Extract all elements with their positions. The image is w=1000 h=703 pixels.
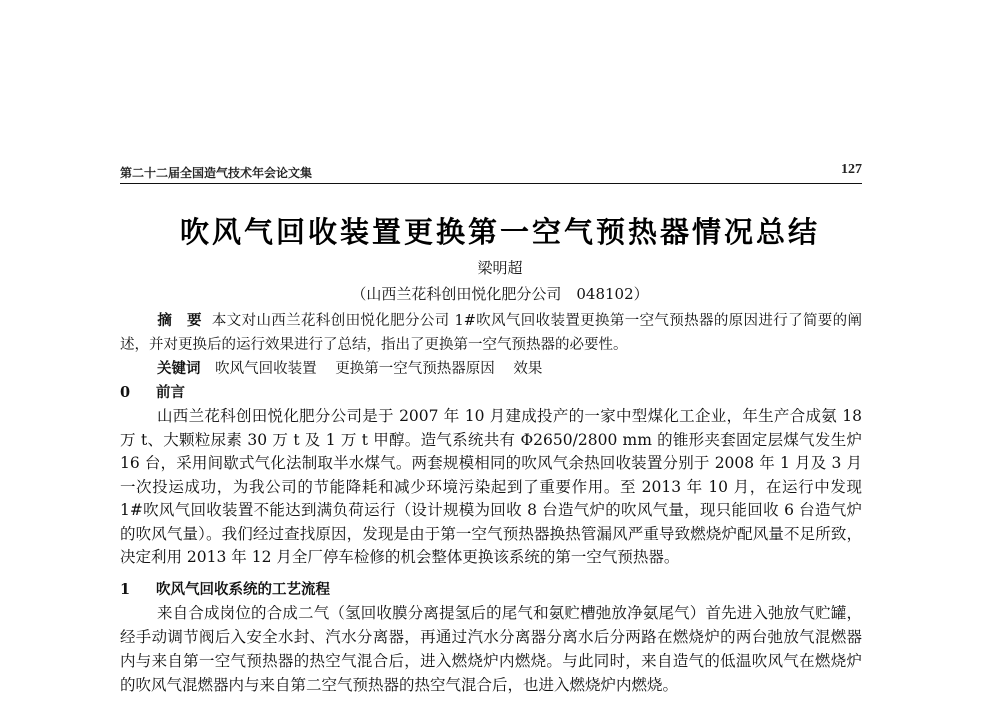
abstract-label: 摘 要 bbox=[157, 312, 202, 329]
section-heading-1 bbox=[120, 578, 862, 602]
header-rule bbox=[120, 183, 862, 184]
keywords bbox=[120, 357, 862, 382]
running-title: 第二十二届全国造气技术年会论文集 bbox=[120, 166, 313, 180]
section-heading-0 bbox=[120, 381, 862, 405]
affiliation: （山西兰花科创田悦化肥分公司 048102） bbox=[351, 285, 649, 303]
section-title: 前言 bbox=[156, 384, 185, 401]
keyword: 更换第一空气预热器原因 bbox=[335, 361, 495, 377]
paragraph-introduction: 山西兰花科创田悦化肥分公司是于 2007 年 10 月建成投产的一家中型煤化工企业，年生产合成氨 18 万 t、大颗粒尿素 30 万 t 及 1 万 t 甲醇。造气系统共有 Φ2650/2800 mm 的锥形夹套固定层煤气发生炉 16 台，采用间歇式气化法制取半水煤气。两套规模相同的吹风气余热回收装置分别于 2008 年 1 月及 3 月一次投运成功，为我公司的节能降耗和减少环境污染起到了重要作用。至 2013 年 10 月，在运行中发现 1#吹风气回收装置不能达到满负荷运行（设计规模为回收 8 台造气炉的吹风气量，现只能回收 6 台造气炉的吹风气量）。我们经过查找原因，发现是由于第一空气预热器换热管漏风严重导致燃烧炉配风量不足所致，决定利用 2013 年 12 月全厂停车检修的机会整体更换该系统的第一空气预热器。 bbox=[120, 407, 862, 566]
section-number: 1 bbox=[120, 581, 131, 598]
keywords-label: 关键词 bbox=[157, 360, 201, 377]
article-title: 吹风气回收装置更换第一空气预热器情况总结 bbox=[179, 215, 820, 249]
running-header bbox=[120, 164, 862, 181]
section-title: 吹风气回收系统的工艺流程 bbox=[156, 581, 330, 598]
paragraph-process-flow: 来自合成岗位的合成二气（氢回收膜分离提氢后的尾气和氨贮槽弛放净氨尾气）首先进入弛放气贮罐，经手动调节阀后入安全水封、汽水分离器，再通过汽水分离器分离水后分两路在燃烧炉的两台弛放气混燃器内与来自第一空气预热器的热空气混合后，进入燃烧炉内燃烧。与此同时，来自造气的低温吹风气在燃烧炉的吹风气混燃器内与来自第二空气预热器的热空气混合后，也进入燃烧炉内燃烧。 bbox=[120, 604, 862, 694]
keyword: 吹风气回收装置 bbox=[215, 361, 317, 377]
author: 梁明超 bbox=[477, 259, 523, 277]
keyword: 效果 bbox=[513, 361, 543, 377]
abstract bbox=[120, 309, 862, 357]
section-number: 0 bbox=[120, 384, 131, 401]
abstract-text: 本文对山西兰花科创田悦化肥分公司 1#吹风气回收装置更换第一空气预热器的原因进行了简要的阐述，并对更换后的运行效果进行了总结，指出了更换第一空气预热器的必要性。 bbox=[120, 313, 862, 353]
page-number: 127 bbox=[841, 162, 862, 177]
